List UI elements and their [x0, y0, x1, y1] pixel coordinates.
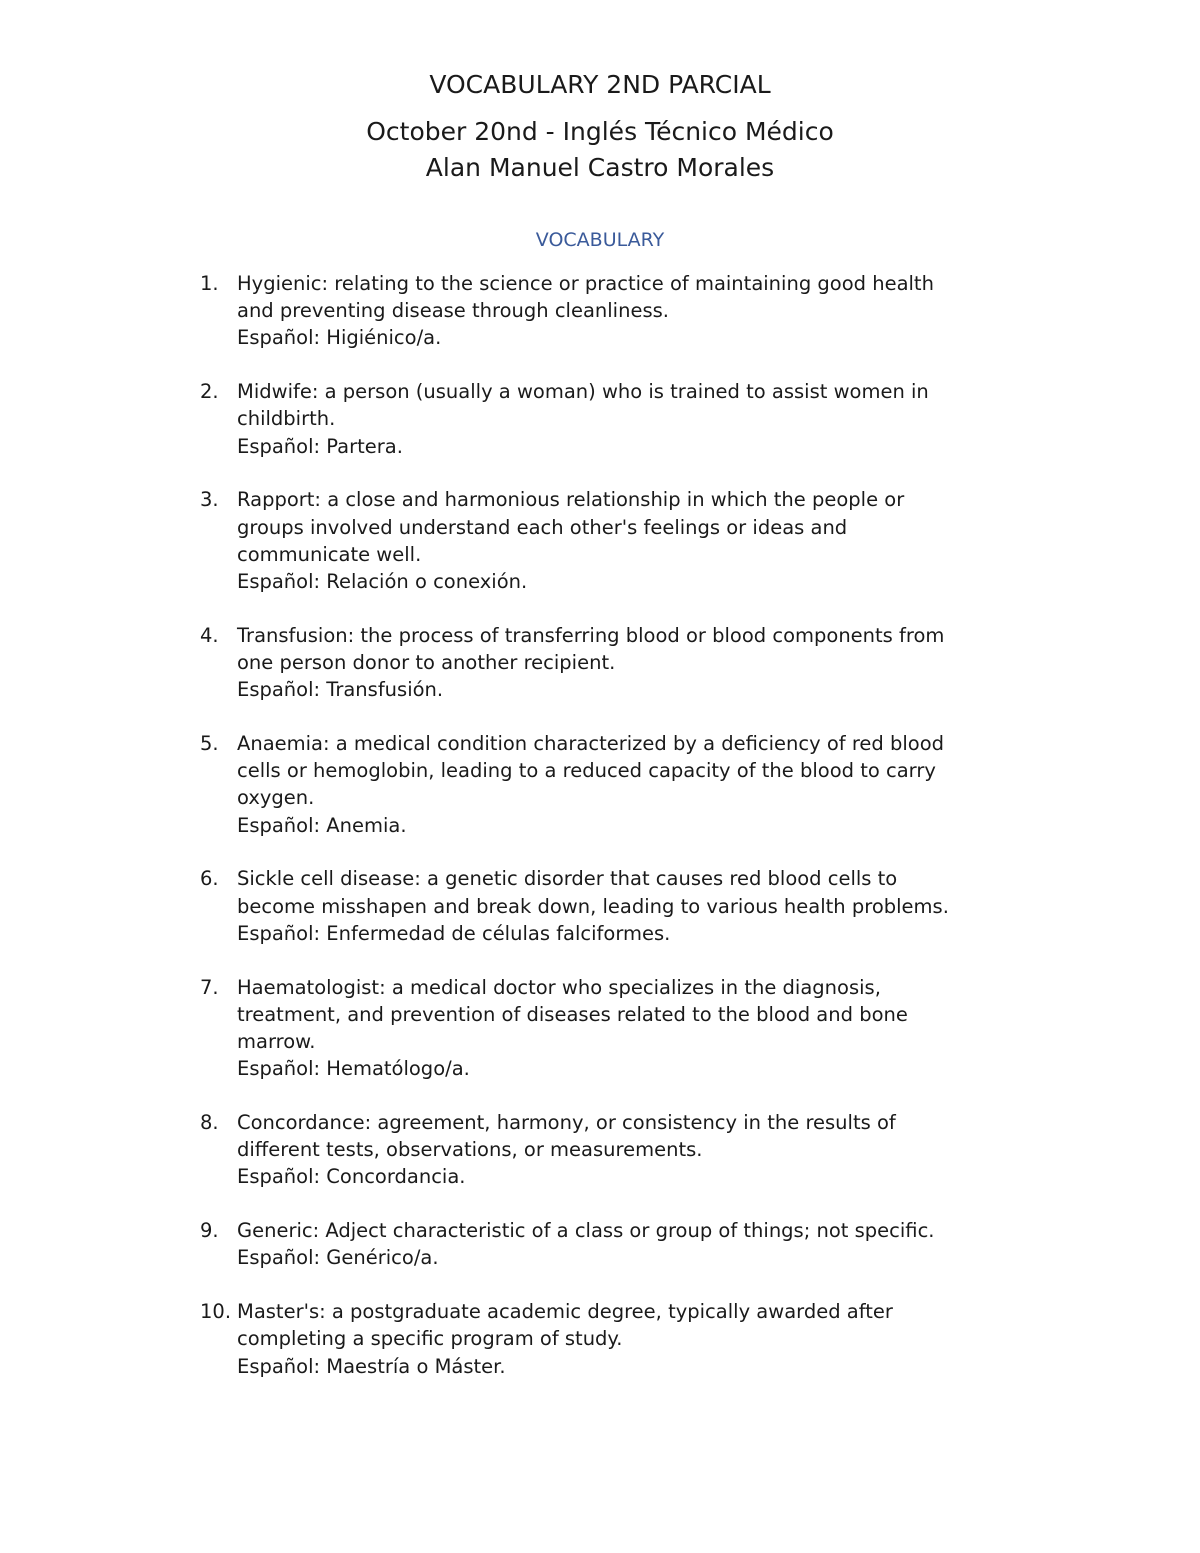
- item-spanish: Español: Maestría o Máster.: [237, 1354, 506, 1378]
- item-definition: Master's: a postgraduate academic degree, typically awarded after completing a specific program of study.: [237, 1300, 893, 1351]
- item-spanish: Español: Concordancia.: [237, 1165, 466, 1189]
- item-definition: Midwife: a person (usually a woman) who is trained to assist women in childbirth.: [237, 380, 929, 431]
- item-definition: Generic: Adject characteristic of a class or group of things; not specific.: [237, 1219, 935, 1243]
- item-spanish: Español: Hematólogo/a.: [237, 1057, 470, 1081]
- list-item: [200, 270, 1040, 352]
- item-spanish: Español: Relación o conexión.: [237, 570, 528, 594]
- item-spanish: Español: Partera.: [237, 434, 403, 458]
- list-item: [200, 622, 1040, 704]
- item-definition: Sickle cell disease: a genetic disorder that causes red blood cells to become misshapen and break down, leading to various health problems.: [237, 867, 949, 918]
- document-subtitle: October 20nd - Inglés Técnico Médico: [366, 117, 834, 146]
- list-item: [200, 974, 1040, 1083]
- document-author: Alan Manuel Castro Morales: [425, 153, 775, 182]
- item-number: 4.: [200, 623, 219, 647]
- item-definition: Haematologist: a medical doctor who specializes in the diagnosis, treatment, and prevention of diseases related to the blood and bone marrow.: [237, 975, 908, 1054]
- item-number: 3.: [200, 488, 219, 512]
- item-spanish: Español: Enfermedad de células falciformes.: [237, 921, 671, 945]
- list-item: [200, 486, 1040, 595]
- item-definition: Transfusion: the process of transferring blood or blood components from one person donor to another recipient.: [237, 623, 945, 675]
- list-item: [200, 1109, 1040, 1191]
- item-number: 7.: [200, 975, 219, 999]
- item-spanish: Español: Transfusión.: [237, 678, 444, 702]
- document-title: VOCABULARY 2ND PARCIAL: [429, 70, 771, 99]
- item-spanish: Español: Genérico/a.: [237, 1246, 439, 1270]
- item-spanish: Español: Higiénico/a.: [237, 326, 442, 350]
- section-heading: VOCABULARY: [535, 229, 665, 251]
- list-item: [200, 378, 1040, 460]
- item-number: 9.: [200, 1219, 219, 1243]
- vocabulary-list: [200, 270, 1040, 1406]
- item-definition: Hygienic: relating to the science or practice of maintaining good health and preventing disease through cleanliness.: [237, 272, 934, 323]
- list-item: [200, 1298, 1040, 1380]
- list-item: [200, 730, 1040, 839]
- list-item: [200, 1217, 1040, 1271]
- item-definition: Concordance: agreement, harmony, or consistency in the results of different tests, observations, or measurements.: [237, 1111, 896, 1162]
- item-number: 10.: [200, 1300, 232, 1324]
- item-number: 1.: [200, 272, 219, 295]
- item-spanish: Español: Anemia.: [237, 813, 407, 837]
- item-number: 8.: [200, 1111, 219, 1135]
- item-definition: Rapport: a close and harmonious relationship in which the people or groups involved understand each other's feelings or ideas and communicate well.: [237, 488, 905, 566]
- item-definition: Anaemia: a medical condition characterized by a deficiency of red blood cells or hemoglobin, leading to a reduced capacity of the blood to carry oxygen.: [237, 732, 945, 810]
- item-number: 5.: [200, 732, 219, 756]
- list-item: [200, 865, 1040, 947]
- item-number: 6.: [200, 867, 219, 891]
- item-number: 2.: [200, 380, 219, 404]
